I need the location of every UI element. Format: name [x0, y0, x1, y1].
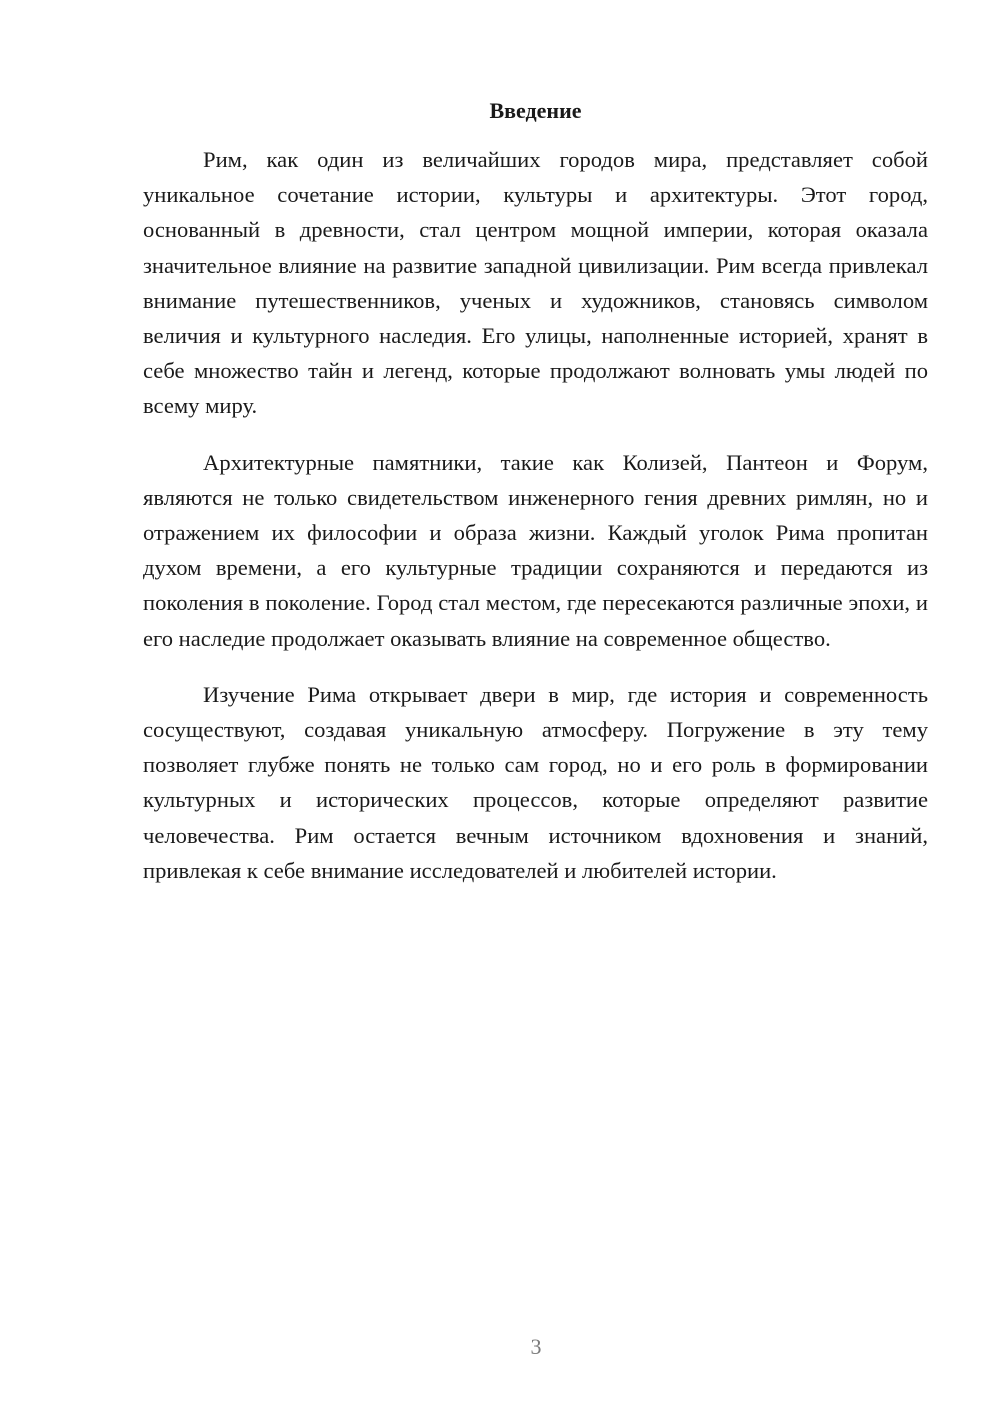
section-heading: Введение: [489, 98, 582, 123]
paragraph-3: Изучение Рима открывает двери в мир, где история и современность сосуществуют, создавая уникальную атмосферу. Погружение в эту тему позволяет глубже понять не только сам город, но и его роль в формировании культурных и исторических процессов, которые определяют развитие человечества. Рим остается вечным источником вдохновения и знаний, привлекая к себе внимание исследователей и любителей истории.: [143, 681, 928, 883]
page-content: [143, 96, 928, 909]
paragraph-1: Рим, как один из величайших городов мира, представляет собой уникальное сочетание истории, культуры и архитектуры. Этот город, основанный в древности, стал центром мощной империи, которая оказала значительное влияние на развитие западной цивилизации. Рим всегда привлекал внимание путешественников, ученых и художников, становясь символом величия и культурного наследия. Его улицы, наполненные историей, хранят в себе множество тайн и легенд, которые продолжают волновать умы людей по всему миру.: [143, 147, 928, 419]
page-number: 3: [530, 1334, 542, 1359]
paragraph-2: Архитектурные памятники, такие как Колизей, Пантеон и Форум, являются не только свидетельством инженерного гения древних римлян, но и отражением их философии и образа жизни. Каждый уголок Рима пропитан духом времени, а его культурные традиции сохраняются и передаются из поколения в поколение. Город стал местом, где пересекаются различные эпохи, и его наследие продолжает оказывать влияние на современное общество.: [143, 449, 928, 651]
